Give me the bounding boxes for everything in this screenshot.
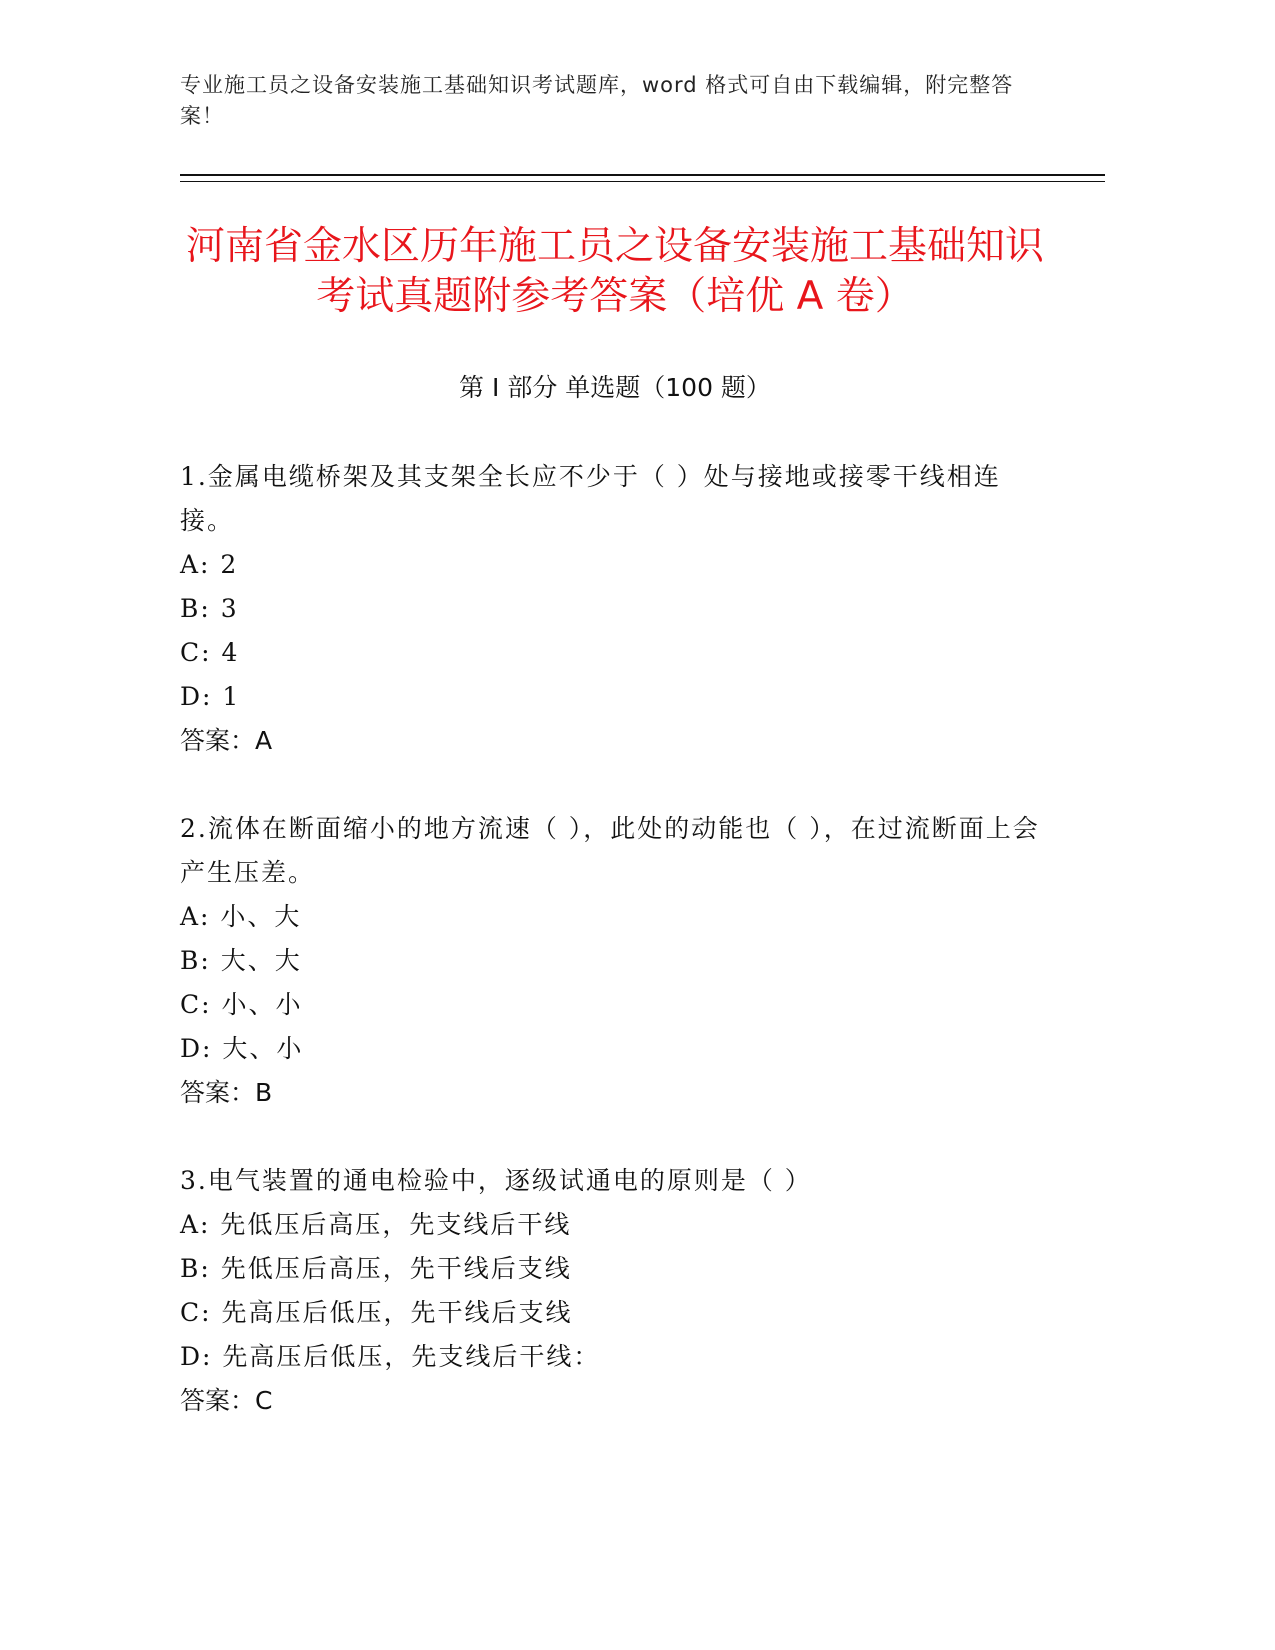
question-2	[180, 807, 1050, 1115]
header-rule-thick	[180, 174, 1105, 176]
answer: 答案：B	[180, 1078, 273, 1107]
option-b: B: 大、大	[180, 946, 302, 975]
question-stem: 2.流体在断面缩小的地方流速（ ），此处的动能也（ ），在过流断面上会产生压差。	[180, 814, 1040, 887]
answer: 答案：C	[180, 1386, 273, 1415]
document-title: 河南省金水区历年施工员之设备安装施工基础知识考试真题附参考答案（培优 A 卷）	[185, 224, 1044, 319]
section-title: 第 I 部分 单选题（100 题）	[459, 373, 771, 402]
option-d: D: 1	[180, 682, 241, 711]
option-c: C: 先高压后低压，先干线后支线	[180, 1298, 573, 1327]
option-c: C: 小、小	[180, 990, 303, 1019]
option-b: B: 3	[180, 594, 239, 623]
header-rule-thin	[180, 181, 1105, 182]
question-3	[180, 1159, 1050, 1423]
question-stem: 1.金属电缆桥架及其支架全长应不少于（ ）处与接地或接零干线相连接。	[180, 462, 1001, 535]
option-a: A: 小、大	[180, 902, 302, 931]
option-a: A: 先低压后高压，先支线后干线	[180, 1210, 572, 1239]
option-d: D: 先高压后低压，先支线后干线：	[180, 1342, 601, 1371]
question-1	[180, 455, 1050, 763]
option-a: A: 2	[180, 550, 239, 579]
header-note: 专业施工员之设备安装施工基础知识考试题库，word 格式可自由下载编辑，附完整答案！	[180, 73, 1014, 128]
option-c: C: 4	[180, 638, 240, 667]
option-d: D: 大、小	[180, 1034, 304, 1063]
question-stem: 3.电气装置的通电检验中，逐级试通电的原则是（ ）	[180, 1166, 812, 1195]
answer: 答案：A	[180, 726, 273, 755]
question-list	[180, 455, 1050, 1467]
option-b: B: 先低压后高压，先干线后支线	[180, 1254, 572, 1283]
